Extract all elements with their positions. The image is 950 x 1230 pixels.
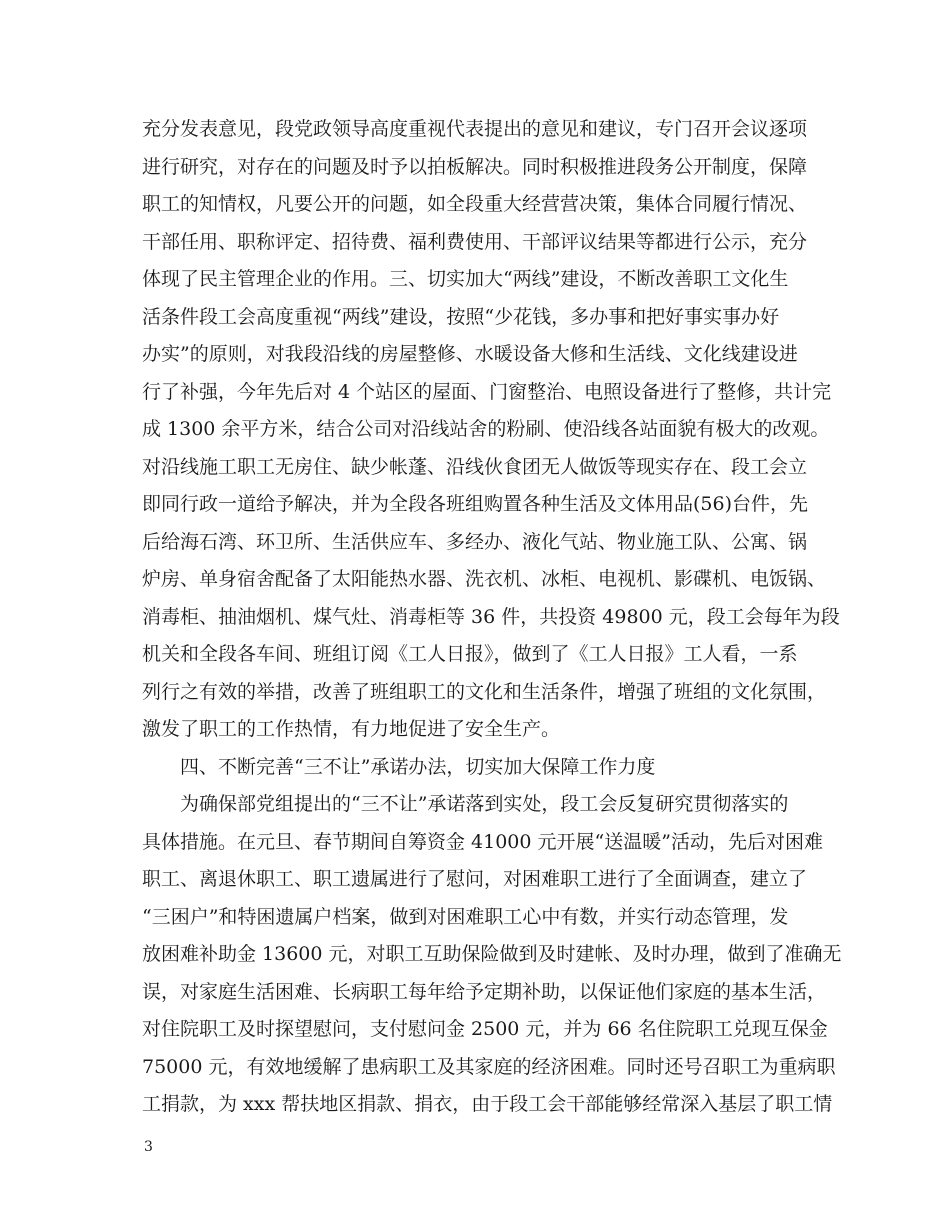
text-line: 后给海石湾、环卫所、生活供应车、多经办、液化气站、物业施工队、公寓、锅	[142, 531, 808, 553]
text-line: 机关和全段各车间、班组订阅《工人日报》，做到了《工人日报》工人看，一系	[142, 643, 798, 665]
section-heading: 四、不断完善“三不让”承诺办法，切实加大保障工作力度	[180, 756, 656, 778]
text-line: 炉房、单身宿舍配备了太阳能热水器、洗衣机、冰柜、电视机、影碟机、电饭锅、	[142, 568, 827, 590]
text-line: 进行研究，对存在的问题及时予以拍板解决。同时积极推进段务公开制度，保障	[142, 156, 808, 178]
text-line: 对住院职工及时探望慰问，支付慰问金 2500 元，并为 66 名住院职工兑现互保金	[142, 1018, 828, 1040]
text-line: 体现了民主管理企业的作用。三、切实加大“两线”建设，不断改善职工文化生	[142, 268, 789, 290]
text-line: 误，对家庭生活困难、长病职工每年给予定期补助，以保证他们家庭的基本生活，	[142, 981, 827, 1003]
text-line: 行了补强，今年先后对 4 个站区的屋面、门窗整治、电照设备进行了整修，共计完	[142, 381, 832, 403]
text-line: 为确保部党组提出的“三不让”承诺落到实处，段工会反复研究贯彻落实的	[180, 793, 789, 815]
text-line: 75000 元，有效地缓解了患病职工及其家庭的经济困难。同时还号召职工为重病职	[142, 1056, 836, 1078]
text-line: 激发了职工的工作热情，有力地促进了安全生产。	[142, 718, 561, 740]
text-line: 办实”的原则，对我段沿线的房屋整修、水暖设备大修和生活线、文化线建设进	[142, 343, 798, 365]
text-line: 职工、离退休职工、职工遗属进行了慰问，对困难职工进行了全面调查，建立了	[142, 868, 808, 890]
text-line: 成 1300 余平方米，结合公司对沿线站舍的粉刷、使沿线各站面貌有极大的改观。	[142, 418, 830, 440]
text-line: 消毒柜、抽油烟机、煤气灶、消毒柜等 36 件，共投资 49800 元，段工会每年为段	[142, 606, 840, 628]
text-line: 充分发表意见，段党政领导高度重视代表提出的意见和建议，专门召开会议逐项	[142, 118, 808, 140]
text-line: 即同行政一道给予解决，并为全段各班组购置各种生活及文体用品(56)台件，先	[142, 493, 809, 515]
text-line: 对沿线施工职工无房住、缺少帐蓬、沿线伙食团无人做饭等现实存在、段工会立	[142, 456, 808, 478]
text-line: 活条件段工会高度重视“两线”建设，按照“少花钱，多办事和把好事实事办好	[142, 306, 780, 328]
text-line: 放困难补助金 13600 元，对职工互助保险做到及时建帐、及时办理，做到了准确无	[142, 943, 842, 965]
text-line: 干部任用、职称评定、招待费、福利费使用、干部评议结果等都进行公示，充分	[142, 231, 808, 253]
text-line: 具体措施。在元旦、春节期间自筹资金 41000 元开展“送温暖”活动，先后对困难	[142, 831, 823, 853]
text-line: 工捐款，为 xxx 帮扶地区捐款、捐衣，由于段工会干部能够经常深入基层了职工情	[142, 1093, 833, 1115]
text-line: 列行之有效的举措，改善了班组职工的文化和生活条件，增强了班组的文化氛围，	[142, 681, 827, 703]
page-number: 3	[144, 1139, 153, 1155]
text-line: “三困户”和特困遗属户档案，做到对困难职工心中有数，并实行动态管理，发	[142, 906, 789, 928]
text-line: 职工的知情权，凡要公开的问题，如全段重大经营营决策，集体合同履行情况、	[142, 193, 808, 215]
